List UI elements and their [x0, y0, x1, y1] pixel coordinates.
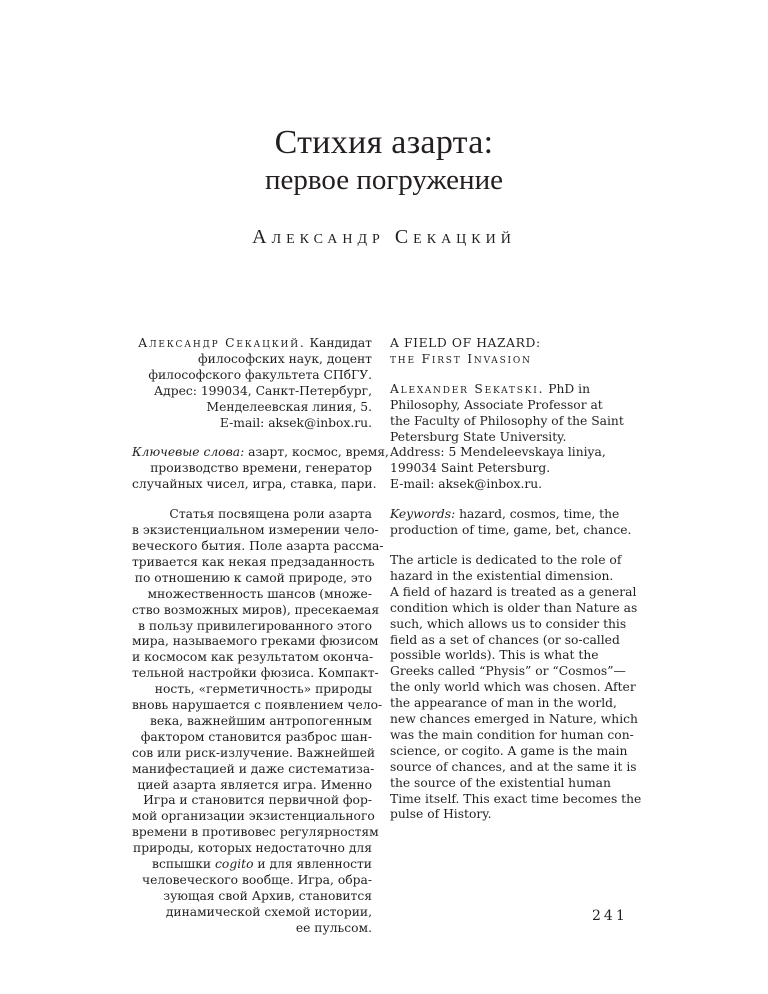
abstract-ru-line: по отношению к самой природе, это — [134, 570, 372, 585]
author-info-en-first: PhD in — [544, 381, 591, 396]
keywords-label-ru: Ключевые слова: — [132, 445, 245, 460]
author-info-en-line: E-mail: aksek@inbox.ru. — [390, 477, 543, 492]
abstract-en-line: source of chances, and at the same it is — [390, 759, 637, 774]
abstract-ru-line: тривается как некая предзаданность — [132, 554, 375, 569]
abstract-ru-line: ее пульсом. — [295, 920, 372, 935]
keywords-ru-line: производство времени, генератор — [150, 461, 372, 476]
abstract-ru-line: множественность шансов (множе- — [147, 586, 372, 601]
english-title-line1: A FIELD OF HAZARD: — [390, 336, 541, 350]
abstract-ru-line: в пользу привилегированного этого — [138, 618, 372, 633]
abstract-en-line: the appearance of man in the world, — [390, 696, 617, 711]
english-title-line2: the First Invasion — [390, 351, 532, 366]
abstract-ru-line: веческого бытия. Поле азарта рассма- — [132, 538, 384, 553]
author-info-ru-line: E-mail: aksek@inbox.ru. — [219, 415, 372, 430]
author-info-ru-line: Менделеевская линия, 5. — [206, 399, 372, 414]
abstract-ru-line: фактором становится разброс шан- — [140, 729, 372, 744]
author-header: Александр Секацкий — [252, 226, 516, 248]
abstract-ru-line: природы, которых недостаточно для — [133, 841, 372, 856]
keywords-ru-first: азарт, космос, время, — [244, 445, 389, 460]
abstract-en-line: Greeks called “Physis” or “Cosmos”— — [390, 664, 626, 679]
article-title-line1: Стихия азарта: — [274, 124, 494, 161]
abstract-en-line: The article is dedicated to the role of — [390, 552, 622, 567]
author-name-ru: Александр Секацкий. — [137, 336, 306, 350]
abstract-en-line: was the main condition for human con- — [390, 727, 634, 742]
abstract-en-line: Time itself. This exact time becomes the — [390, 791, 642, 806]
keywords-en — [390, 507, 632, 539]
abstract-ru-line: в экзистенциальном измерении чело- — [132, 523, 379, 538]
page-number: 241 — [592, 908, 628, 924]
author-info-en-line: Philosophy, Associate Professor at — [390, 397, 603, 412]
author-info-ru-line: Адрес: 199034, Санкт-Петербург, — [153, 383, 372, 398]
author-info-en — [390, 382, 622, 493]
abstract-ru — [132, 507, 384, 936]
abstract-ru-line: мой организации экзистенциального — [132, 809, 375, 824]
author-info-ru-line: философских наук, доцент — [198, 351, 372, 366]
abstract-ru-line: цией азарта является игра. Именно — [137, 777, 372, 792]
abstract-ru-line: вновь нарушается с появлением чело- — [132, 698, 383, 713]
english-title — [390, 336, 622, 368]
english-abstract-column — [390, 336, 642, 823]
abstract-en-line: such, which allows us to consider this — [390, 616, 627, 631]
abstract-ru-line: ность, «герметичность» природы — [154, 682, 372, 697]
abstract-en-line: the source of the existential human — [390, 775, 611, 790]
abstract-en-line: condition which is older than Nature as — [390, 600, 638, 615]
keywords-label-en: Keywords: — [390, 507, 456, 522]
abstract-ru-line: века, важнейшим антропогенным — [149, 713, 372, 728]
russian-abstract-column — [132, 336, 389, 937]
keywords-en-first: hazard, cosmos, time, the — [455, 507, 620, 522]
abstract-en-line: science, or cogito. A game is the main — [390, 743, 628, 758]
abstract-ru-line: манифестацией и даже систематиза- — [132, 761, 375, 776]
abstract-ru-cogito-pre: вспышки — [152, 857, 216, 872]
abstract-ru-line: человеческого вообще. Игра, обра- — [142, 873, 372, 887]
abstract-ru-line: зующая свой Архив, становится — [163, 888, 372, 903]
abstract-ru-line: сов или риск-излучение. Важнейшей — [132, 745, 376, 760]
author-info-ru-first: Кандидат — [305, 336, 372, 350]
keywords-en-line: production of time, game, bet, chance. — [390, 523, 632, 538]
abstract-ru-line: динамической схемой истории, — [165, 904, 372, 919]
author-info-en-line: the Faculty of Philosophy of the Saint — [390, 413, 624, 428]
abstract-en — [390, 552, 642, 823]
abstract-ru-line: ство возможных миров), пресекаемая — [132, 602, 380, 617]
keywords-ru — [132, 445, 389, 493]
author-info-ru-line: философского факультета СПбГУ. — [148, 367, 372, 382]
author-name-en: Alexander Sekatski. — [390, 381, 545, 396]
author-info-en-line: Address: 5 Mendeleevskaya liniya, — [390, 445, 606, 460]
abstract-en-line: possible worlds). This is what the — [390, 648, 599, 663]
abstract-ru-line: мира, называемого греками фюзисом — [132, 634, 379, 649]
author-info-en-line: 199034 Saint Petersburg. — [390, 461, 551, 476]
abstract-ru-line: времени в противовес регулярностям — [132, 825, 379, 840]
abstract-ru-line: тельной настройки фюзиса. Компакт- — [132, 666, 379, 681]
abstract-en-line: A field of hazard is treated as a general — [390, 584, 637, 599]
author-info-en-line: Petersburg State University. — [390, 429, 567, 444]
abstract-en-line: new chances emerged in Nature, which — [390, 712, 638, 727]
abstract-en-line: hazard in the existential dimension. — [390, 568, 614, 583]
keywords-ru-line: случайных чисел, игра, ставка, пари. — [132, 477, 377, 492]
abstract-en-line: field as a set of chances (or so-called — [390, 632, 620, 647]
abstract-ru-line: Статья посвящена роли азарта — [169, 507, 372, 522]
abstract-ru-cogito-post: и для явленности — [253, 857, 372, 872]
abstract-en-line: the only world which was chosen. After — [390, 680, 636, 695]
abstract-ru-line: и космосом как результатом оконча- — [132, 650, 374, 665]
abstract-ru-line: Игра и становится первичной фор- — [143, 793, 372, 808]
abstract-en-line: pulse of History. — [390, 807, 492, 822]
article-title-line2: первое погружение — [265, 164, 503, 196]
author-info-ru — [132, 336, 372, 431]
abstract-ru-cogito: cogito — [215, 857, 254, 872]
